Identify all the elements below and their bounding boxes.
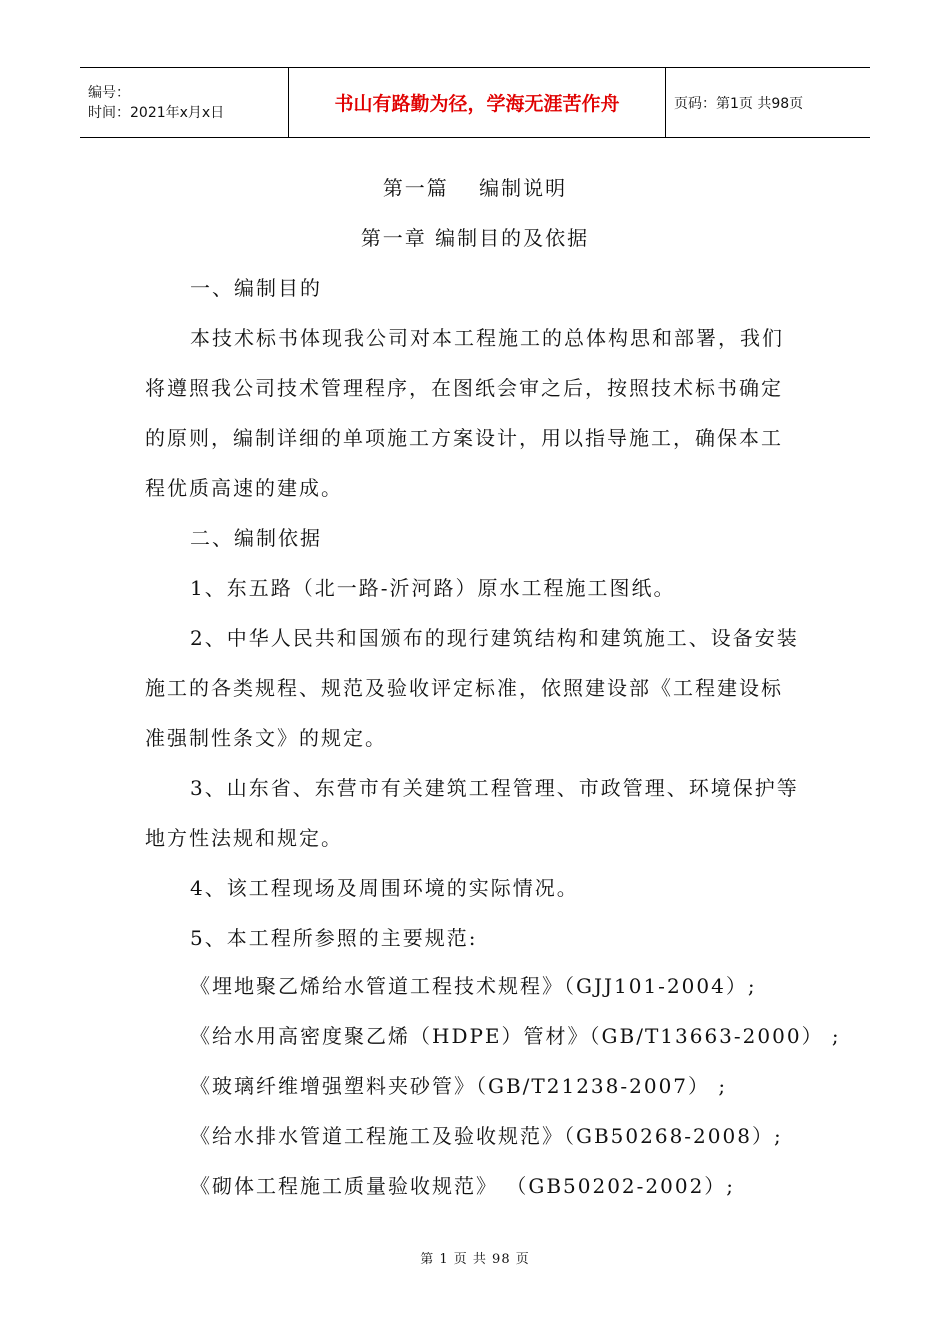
paragraph-line: 1、东五路（北一路-沂河路）原水工程施工图纸。 [190,576,676,600]
paragraph-line: 程优质高速的建成。 [145,476,343,500]
page-header [80,67,870,138]
standard-reference: 《给水排水管道工程施工及验收规范》（GB50268-2008）; [190,1124,783,1148]
document-date-label: 时间：2021年x月x日 [88,104,225,121]
paragraph-line: 本技术标书体现我公司对本工程施工的总体构思和部署，我们 [190,326,784,350]
page-footer: 第 1 页 共 98 页 [420,1252,530,1267]
paragraph-line: 5、本工程所参照的主要规范: [190,926,478,950]
document-number-label: 编号： [88,84,130,101]
paragraph-line: 施工的各类规程、规范及验收评定标准，依照建设部《工程建设标 [145,676,783,700]
header-right [666,68,803,137]
standard-reference: 《埋地聚乙烯给水管道工程技术规程》（GJJ101-2004）; [190,974,757,998]
header-motto: 书山有路勤为径，学海无涯苦作舟 [334,93,620,115]
chapter-title: 第一章 编制目的及依据 [360,226,590,250]
paragraph-line: 2、中华人民共和国颁布的现行建筑结构和建筑施工、设备安装 [190,626,799,650]
paragraph-line: 地方性法规和规定。 [145,826,343,850]
paragraph-line: 4、该工程现场及周围环境的实际情况。 [190,876,579,900]
header-motto-cell [288,68,666,137]
standard-reference: 《给水用高密度聚乙烯（HDPE）管材》（GB/T13663-2000） ; [190,1024,841,1048]
standard-reference: 《砌体工程施工质量验收规范》 （GB50202-2002）; [190,1174,736,1198]
header-left [80,68,288,137]
paragraph-line: 准强制性条文》的规定。 [145,726,387,750]
part-title: 第一篇 编制说明 [382,176,568,200]
paragraph-line: 将遵照我公司技术管理程序，在图纸会审之后，按照技术标书确定 [145,376,783,400]
standard-reference: 《玻璃纤维增强塑料夹砂管》（GB/T21238-2007） ; [190,1074,728,1098]
paragraph-line: 3、山东省、东营市有关建筑工程管理、市政管理、环境保护等 [190,776,799,800]
section-heading-basis: 二、编制依据 [190,526,322,550]
paragraph-line: 的原则，编制详细的单项施工方案设计，用以指导施工，确保本工 [145,426,783,450]
header-page-label: 页码：第1页 共98页 [674,95,804,112]
section-heading-purpose: 一、编制目的 [190,276,322,300]
